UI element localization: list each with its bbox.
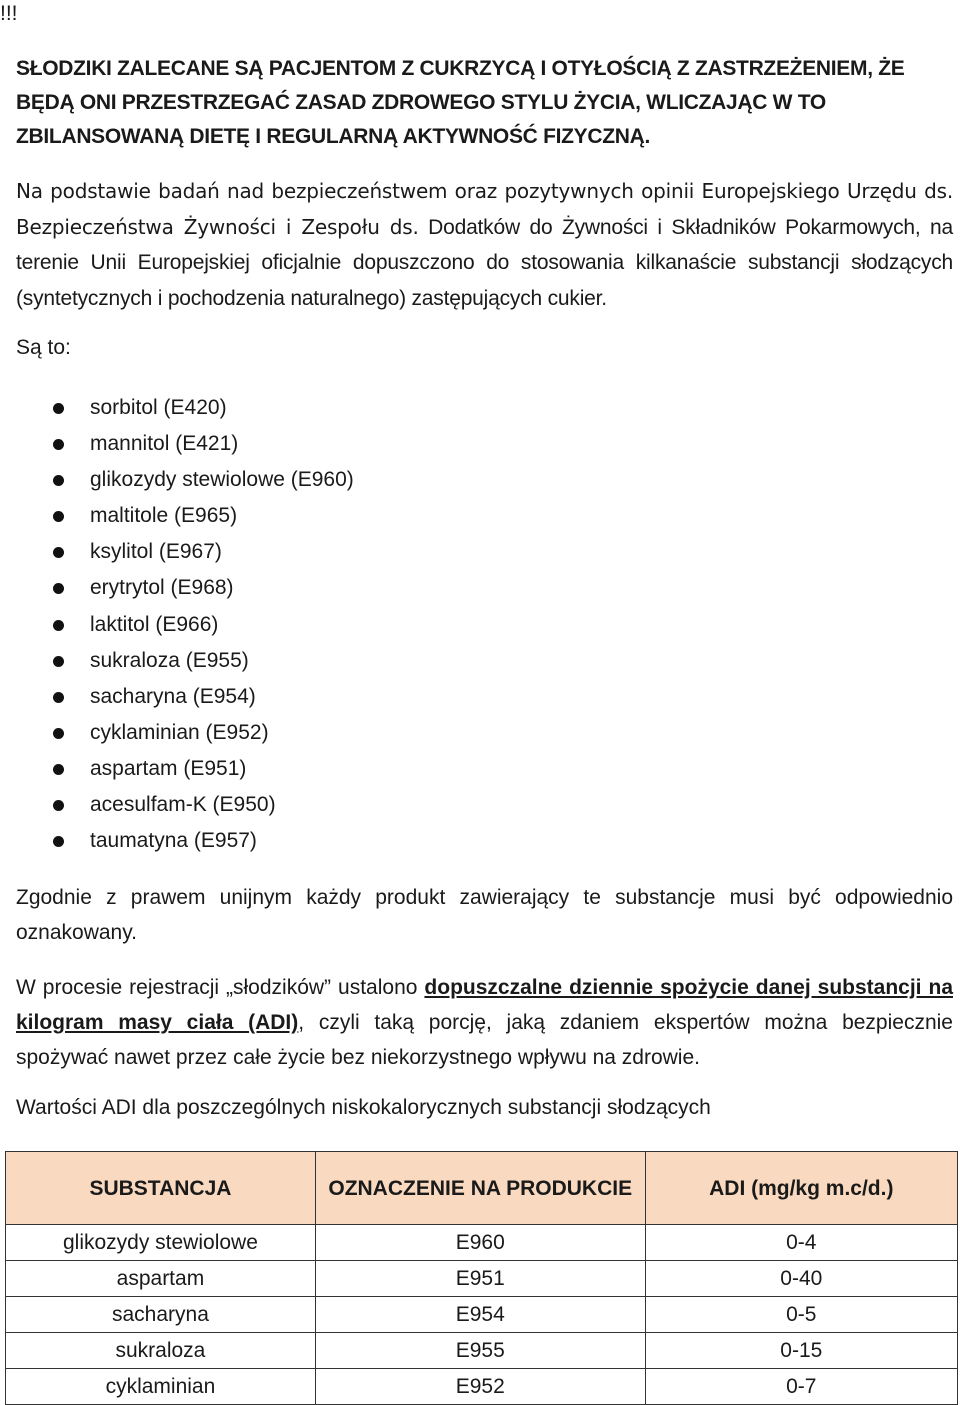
table-row <box>6 1225 958 1261</box>
list-item-text: taumatyna (E957) <box>90 829 257 853</box>
list-item <box>0 787 354 823</box>
table-row <box>6 1261 958 1297</box>
bullet-icon <box>53 583 64 594</box>
cell-code: E952 <box>315 1369 645 1405</box>
list-item <box>0 462 354 498</box>
list-item-text: cyklaminian (E952) <box>90 720 269 744</box>
adi-text-before: W procesie rejestracji „słodzików” ustalono <box>16 976 425 999</box>
list-item-text: glikozydy stewiolowe (E960) <box>90 468 354 492</box>
list-item <box>0 534 354 570</box>
cell-substance: aspartam <box>6 1261 316 1297</box>
adi-text-after: , czyli taką porcję, jaką zdaniem ekspertów można bezpiecznie spożywać nawet przez całe życie bez niekorzystnego wpływu na zdrowie. <box>16 1011 953 1069</box>
bullet-icon <box>53 836 64 847</box>
bullet-icon <box>53 547 64 558</box>
list-item-text: maltitole (E965) <box>90 504 238 528</box>
cell-adi: 0-5 <box>645 1297 957 1333</box>
bullet-icon <box>53 475 64 486</box>
bullet-icon <box>53 620 64 631</box>
bullet-icon <box>53 728 64 739</box>
bullet-icon <box>53 656 64 667</box>
list-item-text: mannitol (E421) <box>90 432 239 456</box>
list-item <box>0 426 354 462</box>
cell-adi: 0-40 <box>645 1261 957 1297</box>
cell-adi: 0-15 <box>645 1333 957 1369</box>
list-item-text: sacharyna (E954) <box>90 684 256 708</box>
warning-heading: SŁODZIKI ZALECANE SĄ PACJENTOM Z CUKRZYCĄ I OTYŁOŚCIĄ Z ZASTRZEŻENIEM, ŻE BĘDĄ ONI PRZESTRZEGAĆ ZASAD ZDROWEGO STYLU ŻYCIA, WLICZAJĄC W TO ZBILANSOWANĄ DIETĘ I REGULARNĄ AKTYWNOŚĆ FIZYCZNĄ. <box>16 57 905 148</box>
table-row <box>6 1297 958 1333</box>
cell-substance: cyklaminian <box>6 1369 316 1405</box>
list-item <box>0 643 354 679</box>
table-header-row <box>6 1152 958 1225</box>
list-item-text: ksylitol (E967) <box>90 540 222 564</box>
list-item <box>0 823 354 859</box>
intro-text-part-a: Na podstawie badań nad bezpieczeństwem oraz pozytywnych opinii Europejskiego Urzędu ds. Bezpieczeństwa Żywności i Zespołu ds. <box>16 179 953 239</box>
bullet-icon <box>53 511 64 522</box>
list-item <box>0 390 354 426</box>
header-product-code: OZNACZENIE NA PRODUKCIE <box>315 1152 645 1225</box>
list-item <box>0 570 354 606</box>
list-item-text: acesulfam-K (E950) <box>90 793 276 817</box>
table-row <box>6 1333 958 1369</box>
bullet-icon <box>53 692 64 703</box>
header-adi: ADI (mg/kg m.c/d.) <box>645 1152 957 1225</box>
cell-substance: sukraloza <box>6 1333 316 1369</box>
list-item <box>0 607 354 643</box>
adi-table <box>5 1151 958 1405</box>
cell-code: E954 <box>315 1297 645 1333</box>
table-caption: Wartości ADI dla poszczególnych niskokalorycznych substancji słodzących <box>16 1096 711 1119</box>
cell-code: E960 <box>315 1225 645 1261</box>
list-item-text: laktitol (E966) <box>90 612 219 636</box>
exclamation-marks: !!! <box>0 2 18 25</box>
list-item-text: aspartam (E951) <box>90 756 247 780</box>
list-intro: Są to: <box>16 336 71 359</box>
cell-code: E951 <box>315 1261 645 1297</box>
cell-adi: 0-7 <box>645 1369 957 1405</box>
header-substance: SUBSTANCJA <box>6 1152 316 1225</box>
list-item <box>0 679 354 715</box>
intro-paragraph <box>16 174 953 316</box>
list-item-text: sukraloza (E955) <box>90 648 249 672</box>
cell-code: E955 <box>315 1333 645 1369</box>
bullet-icon <box>53 800 64 811</box>
adi-paragraph <box>16 970 953 1075</box>
cell-substance: glikozydy stewiolowe <box>6 1225 316 1261</box>
cell-adi: 0-4 <box>645 1225 957 1261</box>
cell-substance: sacharyna <box>6 1297 316 1333</box>
list-item-text: erytrytol (E968) <box>90 576 234 600</box>
labeling-paragraph: Zgodnie z prawem unijnym każdy produkt zawierający te substancje musi być odpowiednio oznakowany. <box>16 886 953 944</box>
bullet-icon <box>53 439 64 450</box>
bullet-icon <box>53 403 64 414</box>
sweetener-list <box>0 390 354 859</box>
list-item <box>0 751 354 787</box>
list-item <box>0 715 354 751</box>
intro-text-part-b: Dodatków do Żywności i Składników Pokarmowych, na terenie Unii Europejskiej oficjalnie dopuszczono do stosowania kilkanaście substancji słodzących (syntetycznych i pochodzenia naturalnego) zastępujących cukier. <box>16 215 953 310</box>
bullet-icon <box>53 764 64 775</box>
table-row <box>6 1369 958 1405</box>
list-item-text: sorbitol (E420) <box>90 396 227 419</box>
list-item <box>0 498 354 534</box>
adi-definition-underlined: dopuszczalne dziennie spożycie danej substancji na kilogram masy ciała (ADI) <box>16 976 953 1034</box>
